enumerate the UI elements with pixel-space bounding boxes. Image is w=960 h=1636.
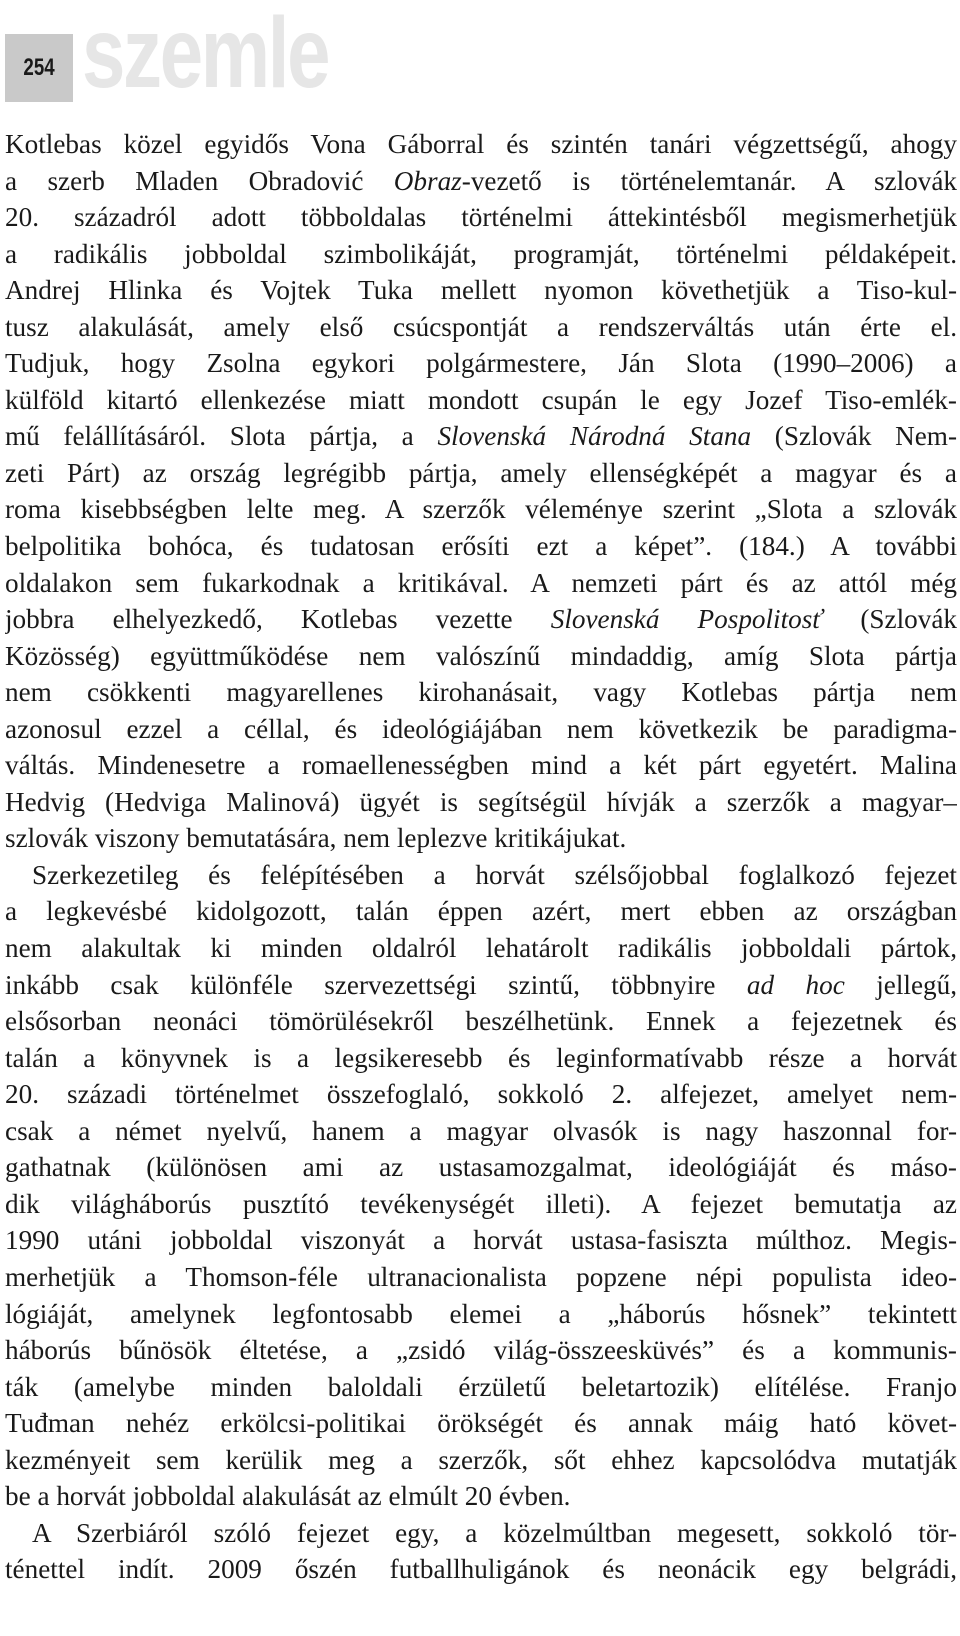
text-run: -vezető is történelemtanár. A szlovák [461,165,957,196]
text-run: csak a német nyelvű, hanem a magyar olvasók is nagy haszonnal for- [5,1115,957,1146]
text-run: Kotlebas közel egyidős Vona Gáborral és szintén tanári végzettségű, ahogy [5,129,957,159]
text-line [5,857,957,894]
text-line [5,309,957,346]
text-run: jobbra elhelyezkedő, Kotlebas vezette [5,604,551,635]
text-run: gathatnak (különösen ami az ustasamozgalmat, ideológiáját és máso- [5,1152,957,1183]
text-run: (Szlovák [822,604,957,635]
text-run: szlovák viszony bemutatására, nem leplezve kritikájukat. [5,823,627,854]
text-line [5,491,957,528]
text-line [5,1113,957,1150]
text-run: belpolitika bohóca, és tudatosan erősíti ezt a képet”. (184.) A további [5,531,957,562]
italic-text: Slovenská Národná Stana [437,421,752,452]
text-line [5,1332,957,1369]
text-line [5,784,957,821]
text-run: dik világháborús pusztító tevékenységét illeti). A fejezet bemutatja az [5,1188,957,1219]
text-line [5,711,957,748]
text-run: külföld kitartó ellenkezése miatt mondott csupán le egy Jozef Tiso-emlék- [5,384,957,415]
text-run: 20. századi történelmet összefoglaló, sokkoló 2. alfejezet, amelyet nem- [5,1079,957,1110]
text-run: nem csökkenti magyarellenes kirohanásait, vagy Kotlebas pártja nem [5,677,957,708]
text-run: azonosul ezzel a céllal, és ideológiájában nem következik be paradigma- [5,713,957,744]
text-run: roma kisebbségben lelte meg. A szerzők véleménye szerint „Slota a szlovák [5,494,957,525]
text-run: jellegű, [844,969,957,1000]
text-run: ták (amelybe minden baloldali érzületű beletartozik) elítélése. Franjo [5,1371,957,1402]
text-run: ténettel indít. 2009 őszén futballhuligánok és neonácik egy belgrádi, [5,1554,957,1585]
page-number-box [5,34,73,102]
text-line [5,1296,957,1333]
text-line [5,1442,957,1479]
italic-text: Slovenská Pospolitosť [550,604,823,635]
text-line [5,820,957,857]
text-line [5,1369,957,1406]
text-run: lógiáját, amelynek legfontosabb elemei a „háborús hősnek” tekintett [5,1298,957,1329]
italic-text: Obraz [393,165,462,196]
text-run: inkább csak különféle szervezettségi szintű, többnyire [5,969,747,1000]
text-line [5,528,957,565]
text-run: háborús bűnösök éltetése, a „zsidó világ-összeesküvés” és a kommunis- [5,1335,957,1366]
page-number: 254 [23,54,55,81]
text-line [5,893,957,930]
text-line [5,199,957,236]
text-run: elsősorban neonáci tömörülésekről beszélhetünk. Ennek a fejezetnek és [5,1006,957,1037]
text-run: be a horvát jobboldal alakulását az elmúlt 20 évben. [5,1481,571,1512]
text-run: Andrej Hlinka és Vojtek Tuka mellett nyomon követhetjük a Tiso-kul- [5,275,957,306]
text-run: mű felállításáról. Slota pártja, a [5,421,438,452]
text-run: talán a könyvnek is a legsikeresebb és leginformatívabb része a horvát [5,1042,957,1073]
text-line [5,967,957,1004]
text-line [5,638,957,675]
text-run: (Szlovák Nem- [751,421,957,452]
article-body [5,126,957,1588]
text-line [5,1186,957,1223]
text-run: váltás. Mindenesetre a romaellenességben mind a két párt egyetért. Malina [5,750,957,781]
text-run: nem alakultak ki minden oldalról lehatárolt radikális jobboldali pártok, [5,933,957,964]
text-line [5,1076,957,1113]
text-run: kezményeit sem kerülik meg a szerzők, sőt ehhez kapcsolódva mutatják [5,1444,957,1475]
text-line [5,601,957,638]
text-line [5,1405,957,1442]
text-line [5,1149,957,1186]
text-line [5,1003,957,1040]
text-line [5,1259,957,1296]
page-header [0,0,960,112]
text-line [5,674,957,711]
text-line [5,272,957,309]
text-line [5,345,957,382]
text-line [5,1478,957,1515]
text-line [5,455,957,492]
text-line [5,1222,957,1259]
text-line [5,565,957,602]
text-line [5,126,957,163]
text-run: Tuđman nehéz erkölcsi-politikai örökségét és annak máig ható követ- [5,1408,957,1439]
italic-text: ad hoc [746,969,845,1000]
text-run: A Szerbiáról szóló fejezet egy, a közelmúltban megesett, sokkoló tör- [32,1517,957,1548]
text-line [5,1515,957,1552]
text-line [5,747,957,784]
text-run: a radikális jobboldal szimbolikáját, programját, történelmi példaképeit. [5,238,957,269]
text-run: Szerkezetileg és felépítésében a horvát szélsőjobbal foglalkozó fejezet [32,859,957,890]
text-line [5,163,957,200]
text-run: Hedvig (Hedviga Malinová) ügyét is segítségül hívják a szerzők a magyar– [5,786,957,817]
text-run: a legkevésbé kidolgozott, talán éppen azért, mert ebben az országban [5,896,957,927]
text-line [5,930,957,967]
text-line [5,1551,957,1588]
text-run: oldalakon sem fukarkodnak a kritikával. A nemzeti párt és az attól még [5,567,957,598]
text-run: 1990 utáni jobboldal viszonyát a horvát ustasa-fasiszta múlthoz. Megis- [5,1225,957,1256]
text-line [5,236,957,273]
section-title: szemle [82,0,329,109]
text-run: zeti Párt) az ország legrégibb pártja, amely ellenségképét a magyar és a [5,457,957,488]
text-line [5,418,957,455]
text-run: a szerb Mladen Obradović [5,165,394,196]
text-run: merhetjük a Thomson-féle ultranacionalista popzene népi populista ideo- [5,1261,957,1292]
text-run: tusz alakulását, amely első csúcspontját a rendszerváltás után érte el. [5,311,957,342]
text-line [5,1040,957,1077]
text-line [5,382,957,419]
text-run: 20. századról adott többoldalas történelmi áttekintésből megismerhetjük [5,202,957,233]
text-run: Közösség) együttműködése nem valószínű mindaddig, amíg Slota pártja [5,640,957,671]
text-run: Tudjuk, hogy Zsolna egykori polgármestere, Ján Slota (1990–2006) a [5,348,957,379]
